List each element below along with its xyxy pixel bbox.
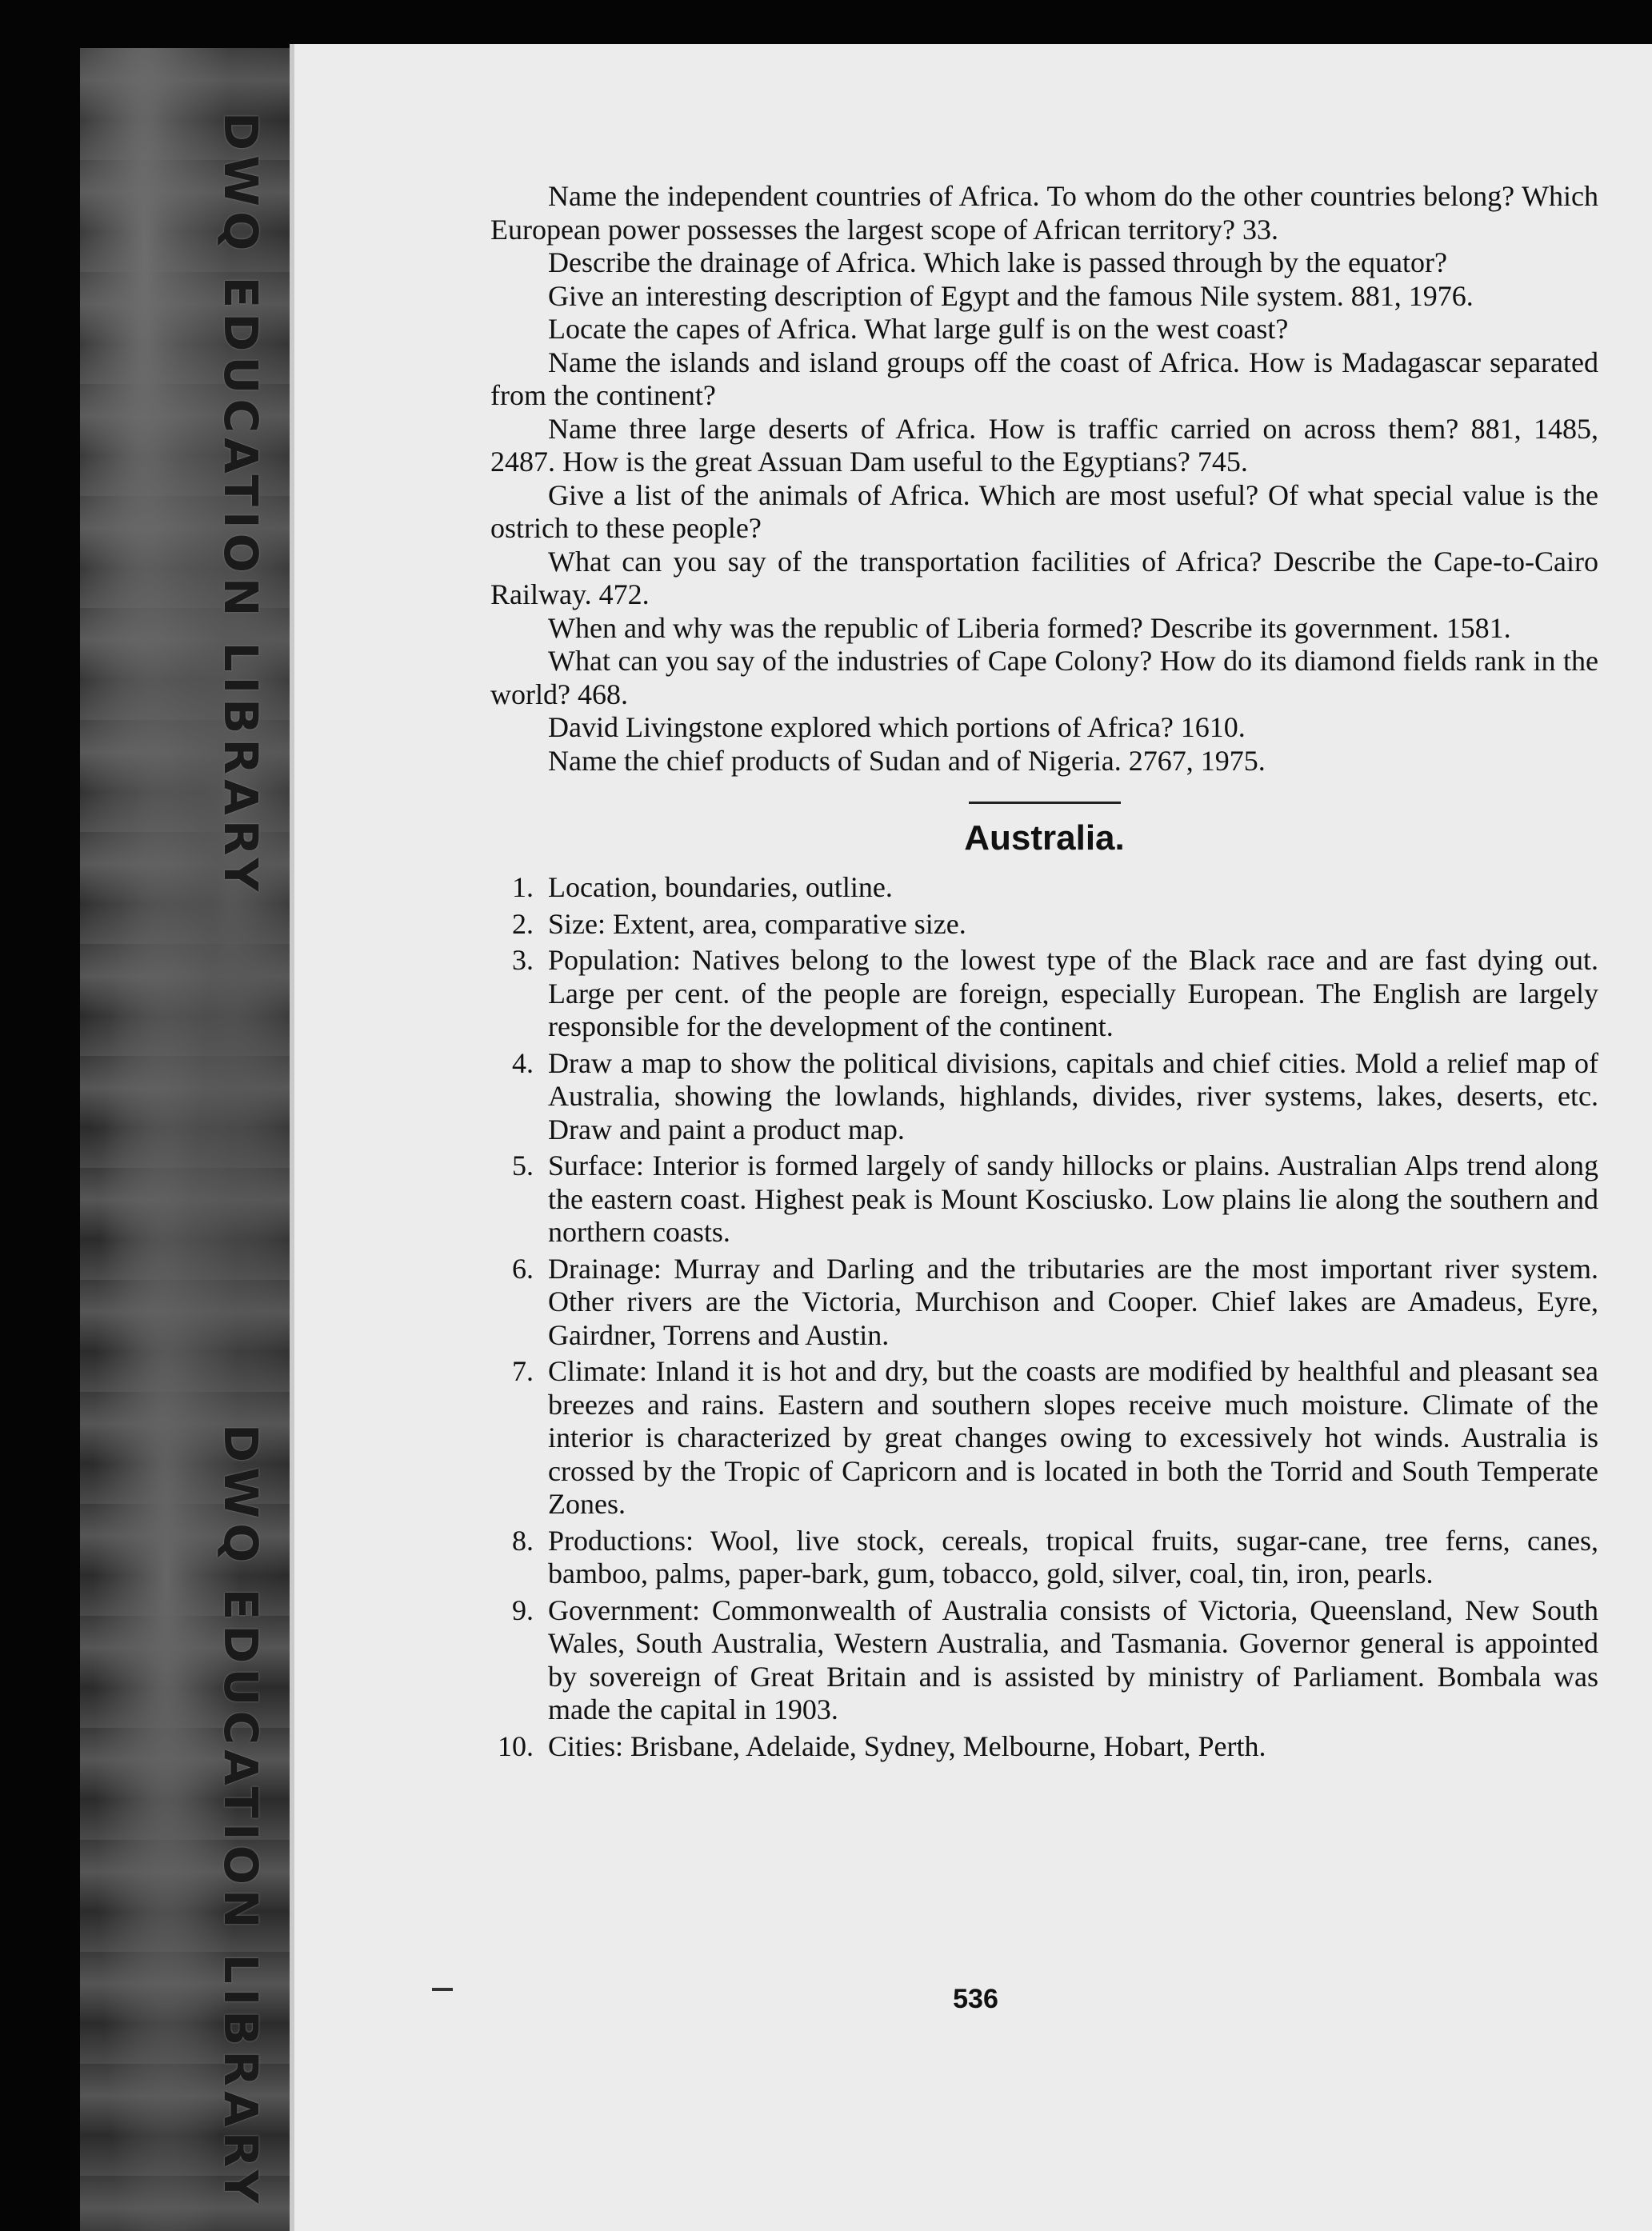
list-item-number: 2. (512, 907, 534, 940)
list-item-text: Drainage: Murray and Darling and the tributaries are the most important river system. Other rivers are the Victoria, Murchison and Cooper. Chief lakes are Amadeus, Eyre, Gairdner, Torrens and Austin. (548, 1252, 1598, 1351)
question-paragraph: What can you say of the industries of Cape Colony? How do its diamond fields rank in the world? 468. (490, 645, 1598, 710)
list-item (490, 1594, 1598, 1727)
question-paragraph: Name the independent countries of Africa. To whom do the other countries belong? Which European power possesses the largest scope of African territory? 33. (490, 180, 1598, 246)
section-title: Australia. (964, 818, 1125, 858)
page-number: 536 (953, 1984, 998, 2014)
question-paragraph: When and why was the republic of Liberia formed? Describe its government. 1581. (548, 611, 1511, 644)
list-item-number: 1. (512, 871, 534, 903)
list-item (490, 1355, 1598, 1521)
list-item-number: 5. (512, 1149, 534, 1181)
list-item (490, 908, 1598, 942)
question-paragraph: Name three large deserts of Africa. How is traffic carried on across them? 881, 1485, 2487. How is the great Assuan Dam useful to the Egyptians? 745. (490, 412, 1598, 478)
question-paragraph: Give a list of the animals of Africa. Which are most useful? Of what special value is the ostrich to these people? (490, 478, 1598, 544)
list-item-text: Size: Extent, area, comparative size. (548, 907, 966, 940)
list-item-text: Draw a map to show the political divisions, capitals and chief cities. Mold a relief map of Australia, showing the lowlands, highlands, divides, river systems, lakes, deserts, etc. Draw and paint a product map. (548, 1046, 1598, 1145)
list-item-text: Productions: Wool, live stock, cereals, tropical fruits, sugar-cane, tree ferns, canes, bamboo, palms, paper-bark, gum, tobacco, gold, silver, coal, tin, iron, pearls. (548, 1524, 1598, 1589)
list-item-text: Population: Natives belong to the lowest type of the Black race and are fast dying out. Large per cent. of the people are foreign, especially European. The English are largely responsible for the development of the continent. (548, 944, 1598, 1042)
list-item-number: 9. (512, 1593, 534, 1626)
list-item-number: 3. (512, 944, 534, 976)
question-paragraph: Describe the drainage of Africa. Which lake is passed through by the equator? (548, 246, 1447, 278)
africa-questions (490, 180, 1598, 778)
list-item (490, 1525, 1598, 1591)
question-paragraph: Locate the capes of Africa. What large gulf is on the west coast? (548, 313, 1289, 345)
spine-library-stamp-top: DWQ EDUCATION LIBRARY (214, 112, 268, 897)
list-item-text: Cities: Brisbane, Adelaide, Sydney, Melbourne, Hobart, Perth. (548, 1729, 1266, 1762)
list-item-number: 8. (512, 1524, 534, 1557)
question-paragraph: David Livingstone explored which portions of Africa? 1610. (548, 711, 1246, 743)
list-item-text: Climate: Inland it is hot and dry, but the coasts are modified by healthful and pleasant sea breezes and rains. Eastern and southern slopes receive much moisture. Climate of the interior is characterized by great changes owing to excessively hot winds. Australia is crossed by the Tropic of Capricorn and is located in both the Torrid and South Temperate Zones. (548, 1355, 1598, 1520)
page-content (490, 180, 1598, 1766)
question-paragraph: Name the chief products of Sudan and of Nigeria. 2767, 1975. (548, 744, 1266, 777)
list-item-number: 10. (498, 1729, 534, 1762)
question-paragraph: Name the islands and island groups off the coast of Africa. How is Madagascar separated from the continent? (490, 346, 1598, 411)
list-item (490, 1253, 1598, 1353)
list-item-number: 6. (512, 1252, 534, 1285)
australia-outline (490, 871, 1598, 1763)
stray-mark (432, 1988, 453, 1991)
list-item (490, 1149, 1598, 1249)
question-paragraph: Give an interesting description of Egypt and the famous Nile system. 881, 1976. (548, 279, 1474, 312)
section-divider (969, 802, 1121, 804)
list-item-text: Location, boundaries, outline. (548, 871, 893, 903)
list-item (490, 944, 1598, 1044)
spine-library-stamp-bottom: DWQ EDUCATION LIBRARY (214, 1424, 268, 2209)
list-item (490, 1047, 1598, 1147)
list-item (490, 1730, 1598, 1764)
list-item-text: Surface: Interior is formed largely of sandy hillocks or plains. Australian Alps trend along the eastern coast. Highest peak is Mount Kosciusko. Low plains lie along the southern and northern coasts. (548, 1149, 1598, 1248)
list-item-text: Government: Commonwealth of Australia consists of Victoria, Queensland, New South Wales, South Australia, Western Australia, and Tasmania. Governor general is appointed by sovereign of Great Britain and is assisted by ministry of Parliament. Bombala was made the capital in 1903. (548, 1593, 1598, 1725)
list-item (490, 871, 1598, 905)
book-page (290, 44, 1652, 2231)
list-item-number: 4. (512, 1046, 534, 1079)
question-paragraph: What can you say of the transportation facilities of Africa? Describe the Cape-to-Cairo Railway. 472. (490, 545, 1598, 610)
list-item-number: 7. (512, 1355, 534, 1387)
